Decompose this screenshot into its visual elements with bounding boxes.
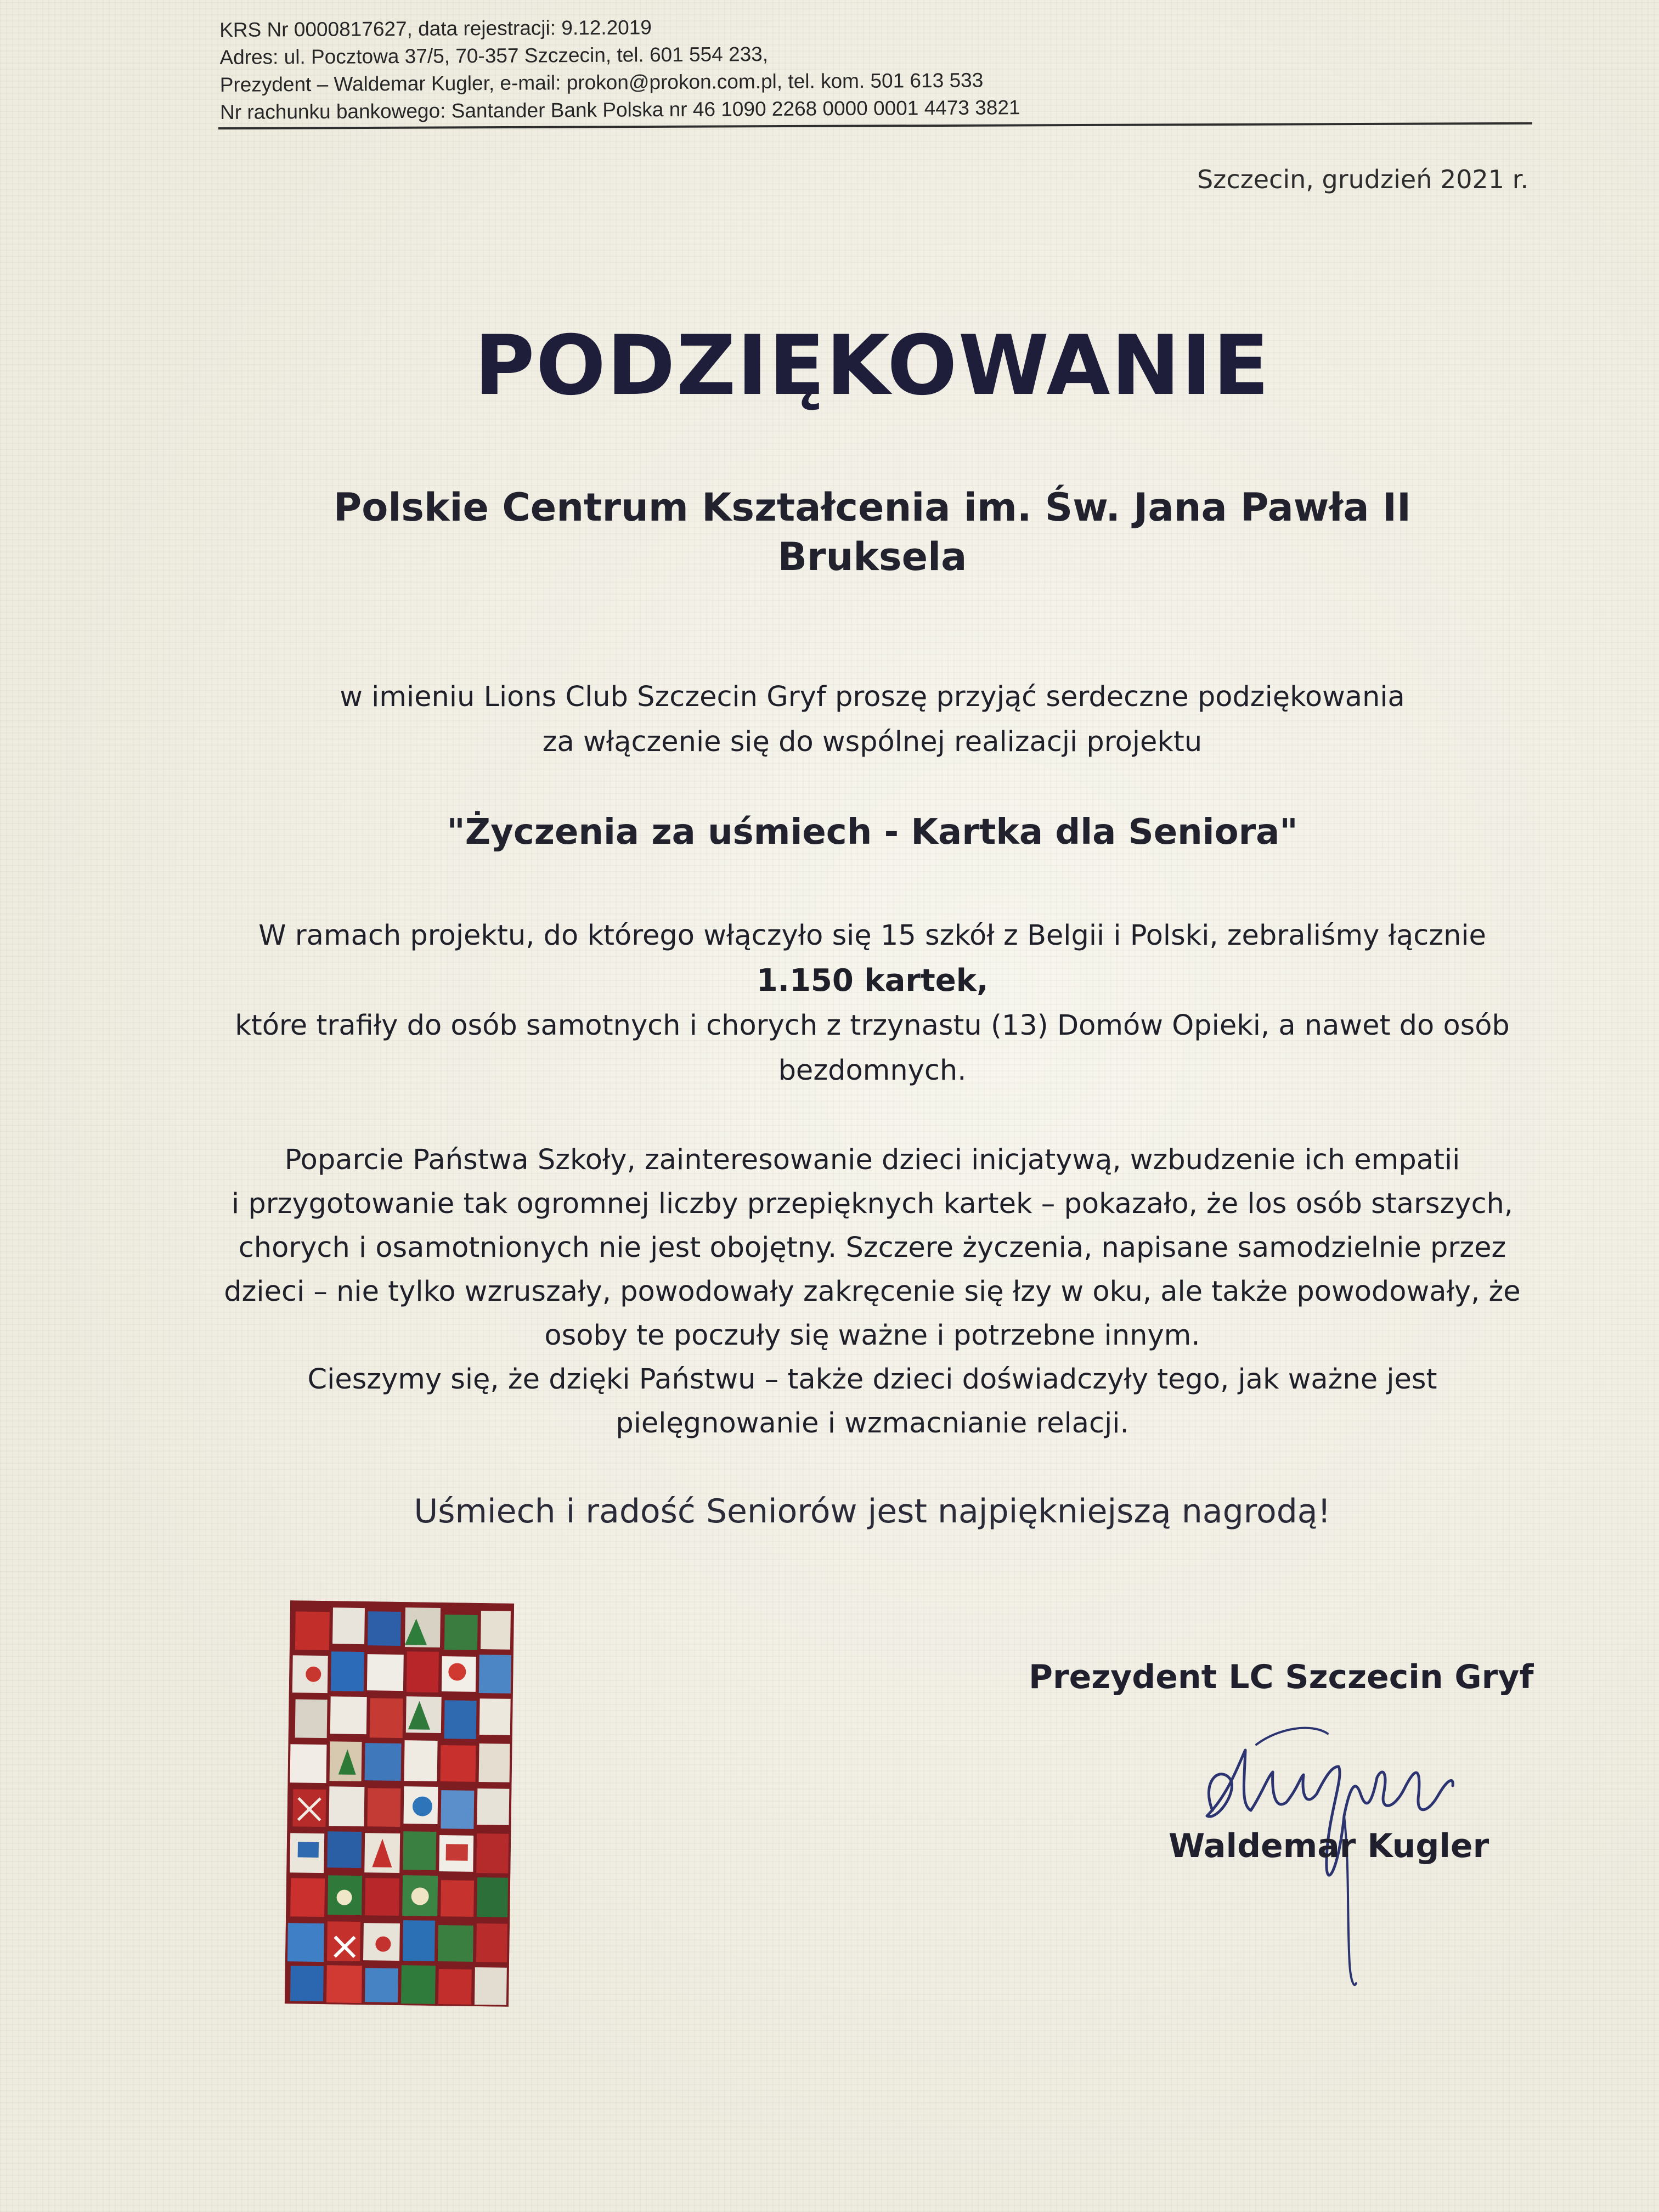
- signatory-name: Waldemar Kugler: [1169, 1827, 1489, 1865]
- body-paragraph: [198, 1138, 1547, 1446]
- body-line: pielęgnowanie i wzmacnianie relacji.: [616, 1407, 1129, 1440]
- results-line: W ramach projektu, do którego włączyło się 15 szkół z Belgii i Polski, zebraliśmy łącznie: [258, 919, 1486, 952]
- recipient-city: Bruksela: [777, 534, 967, 579]
- body-line: i przygotowanie tak ogromnej liczby przepięknych kartek – pokazało, że los osób starszych,: [231, 1188, 1514, 1220]
- letterhead-address-line: Adres: ul. Pocztowa 37/5, 70-357 Szczecin, tel. 601 554 233,: [219, 42, 769, 69]
- body-line: osoby te poczuły się ważne i potrzebne innym.: [544, 1319, 1200, 1352]
- body-line: chorych i osamotnionych nie jest obojętny. Szczere życzenia, napisane samodzielnie przez: [238, 1232, 1506, 1264]
- intro-line: za włączenie się do wspólnej realizacji projektu: [542, 726, 1203, 758]
- intro-paragraph: [165, 675, 1580, 765]
- closing-sentence: Uśmiech i radość Seniorów jest najpiękniejszą nagrodą!: [414, 1492, 1331, 1531]
- letterhead: [219, 8, 1537, 126]
- date-place: Szczecin, grudzień 2021 r.: [1197, 165, 1528, 194]
- body-line: dzieci – nie tylko wzruszały, powodowały zakręcenie się łzy w oku, ale także powodowały, że: [224, 1276, 1521, 1308]
- cards-collage: [285, 1600, 514, 2007]
- body-line: Cieszymy się, że dzięki Państwu – także dzieci doświadczyły tego, jak ważne jest: [307, 1363, 1437, 1396]
- recipient-block: [165, 483, 1580, 582]
- results-paragraph: [165, 913, 1580, 1093]
- body-line: Poparcie Państwa Szkoły, zainteresowanie dzieci inicjatywą, wzbudzenie ich empatii: [284, 1144, 1460, 1176]
- cards-count: 1.150 kartek,: [756, 963, 989, 998]
- document-title: PODZIĘKOWANIE: [474, 318, 1271, 414]
- greeting-cards-photo: [285, 1600, 514, 2007]
- letterhead-president-line: Prezydent – Waldemar Kugler, e-mail: prokon@prokon.com.pl, tel. kom. 501 613 533: [219, 69, 984, 96]
- results-line: bezdomnych.: [778, 1054, 967, 1087]
- letterhead-krs-line: KRS Nr 0000817627, data rejestracji: 9.12.2019: [219, 16, 652, 41]
- letterhead-bank-line: Nr rachunku bankowego: Santander Bank Polska nr 46 1090 2268 0000 0001 4473 3821: [219, 96, 1020, 123]
- project-name: "Życzenia za uśmiech - Kartka dla Seniora": [447, 812, 1298, 853]
- signature-title: Prezydent LC Szczecin Gryf: [1029, 1658, 1534, 1696]
- recipient-name: Polskie Centrum Kształcenia im. Św. Jana Pawła II: [333, 485, 1412, 530]
- results-line: które trafiły do osób samotnych i chorych z trzynastu (13) Domów Opieki, a nawet do osób: [235, 1009, 1510, 1042]
- intro-line: w imieniu Lions Club Szczecin Gryf proszę przyjąć serdeczne podziękowania: [340, 681, 1405, 713]
